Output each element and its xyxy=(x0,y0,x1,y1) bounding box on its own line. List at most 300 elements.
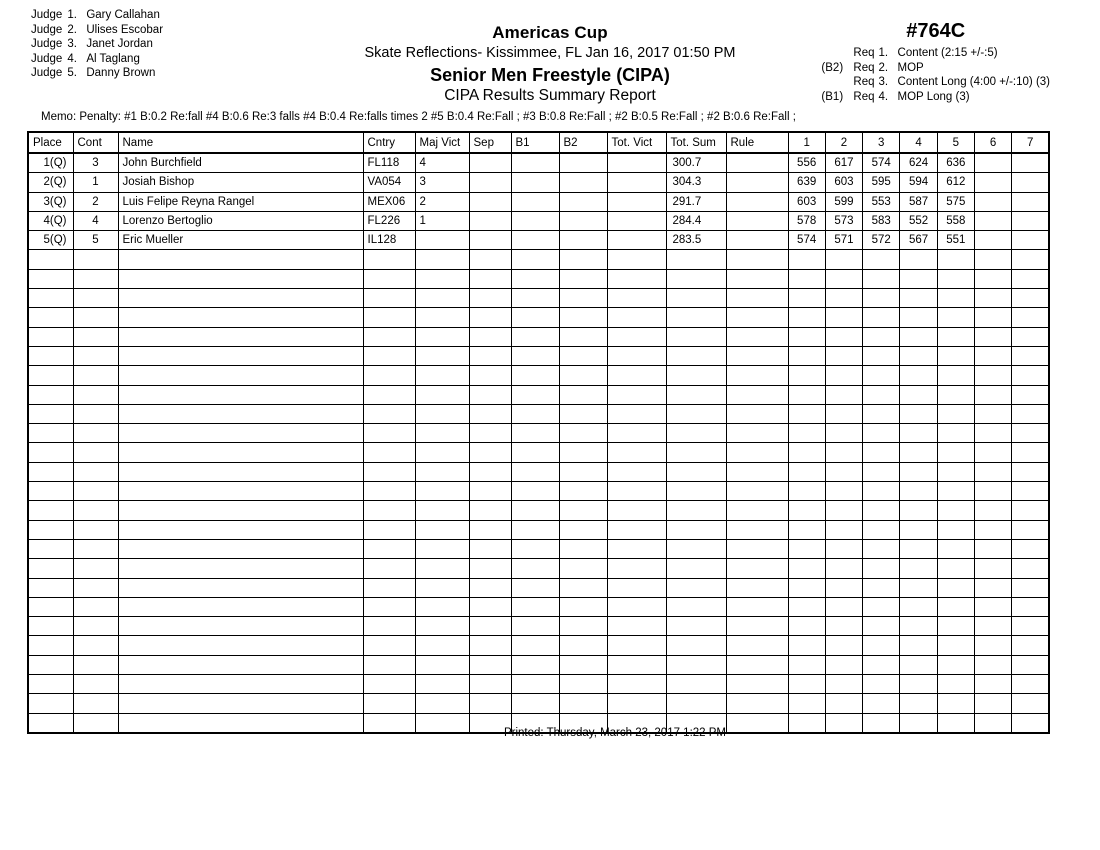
cell-judge-score-4 xyxy=(900,250,937,269)
cell-tot-sum xyxy=(666,250,726,269)
requirement-row xyxy=(821,75,1050,90)
cell-maj-vict xyxy=(415,424,469,443)
cell-judge-score-6 xyxy=(974,404,1011,423)
column-header-name: Name xyxy=(118,132,363,153)
cell-judge-score-3 xyxy=(863,327,900,346)
cell-b2 xyxy=(559,346,607,365)
cell-judge-score-7 xyxy=(1012,597,1049,616)
cell-b2 xyxy=(559,675,607,694)
cell-judge-score-7 xyxy=(1012,327,1049,346)
cell-rule xyxy=(726,385,788,404)
report-header xyxy=(0,0,1100,104)
cell-judge-score-6 xyxy=(974,250,1011,269)
cell-judge-score-4 xyxy=(900,462,937,481)
cell-b2 xyxy=(559,231,607,250)
cell-maj-vict xyxy=(415,231,469,250)
cell-tot-vict xyxy=(607,211,666,230)
cell-tot-sum xyxy=(666,482,726,501)
cell-cntry: FL226 xyxy=(363,211,415,230)
cell-cntry xyxy=(363,501,415,520)
cell-maj-vict: 1 xyxy=(415,211,469,230)
judge-number: 2. xyxy=(67,23,77,36)
cell-b2 xyxy=(559,655,607,674)
cell-cont xyxy=(73,520,118,539)
cell-rule xyxy=(726,462,788,481)
cell-judge-score-5 xyxy=(937,501,974,520)
cell-judge-score-6 xyxy=(974,578,1011,597)
cell-tot-vict xyxy=(607,385,666,404)
cell-cont xyxy=(73,597,118,616)
cell-judge-score-1 xyxy=(788,675,825,694)
cell-b1 xyxy=(511,366,559,385)
cell-judge-score-6 xyxy=(974,443,1011,462)
cell-cont xyxy=(73,539,118,558)
cell-rule xyxy=(726,675,788,694)
requirement-label: Req xyxy=(853,90,875,103)
cell-judge-score-1 xyxy=(788,289,825,308)
cell-judge-score-1 xyxy=(788,250,825,269)
cell-name: Lorenzo Bertoglio xyxy=(118,211,363,230)
cell-place: 4(Q) xyxy=(28,211,73,230)
cell-rule xyxy=(726,617,788,636)
cell-b2 xyxy=(559,308,607,327)
cell-b1 xyxy=(511,694,559,713)
cell-judge-score-1 xyxy=(788,636,825,655)
cell-place xyxy=(28,346,73,365)
table-row xyxy=(28,173,1049,192)
cell-judge-score-6 xyxy=(974,308,1011,327)
cell-b1 xyxy=(511,289,559,308)
cell-judge-score-5 xyxy=(937,578,974,597)
table-row-empty xyxy=(28,346,1049,365)
cell-judge-score-3 xyxy=(863,539,900,558)
cell-tot-vict xyxy=(607,559,666,578)
cell-maj-vict xyxy=(415,366,469,385)
cell-tot-sum xyxy=(666,289,726,308)
cell-judge-score-3 xyxy=(863,597,900,616)
event-number: #764C xyxy=(906,20,966,42)
cell-judge-score-3 xyxy=(863,385,900,404)
cell-maj-vict xyxy=(415,462,469,481)
cell-judge-score-2 xyxy=(825,404,862,423)
cell-judge-score-6 xyxy=(974,289,1011,308)
table-row-empty xyxy=(28,327,1049,346)
cell-tot-sum xyxy=(666,327,726,346)
cell-b1 xyxy=(511,327,559,346)
cell-tot-sum xyxy=(666,424,726,443)
cell-cntry xyxy=(363,269,415,288)
cell-tot-vict xyxy=(607,501,666,520)
column-header-3: 3 xyxy=(863,132,900,153)
cell-judge-score-4 xyxy=(900,501,937,520)
cell-tot-vict xyxy=(607,694,666,713)
column-header-tot-sum: Tot. Sum xyxy=(666,132,726,153)
cell-b1 xyxy=(511,211,559,230)
event-title: Americas Cup xyxy=(492,23,608,42)
cell-judge-score-1 xyxy=(788,385,825,404)
table-header-row xyxy=(28,132,1049,153)
judge-row xyxy=(31,37,163,52)
cell-rule xyxy=(726,520,788,539)
cell-cont xyxy=(73,327,118,346)
cell-name xyxy=(118,308,363,327)
cell-place xyxy=(28,617,73,636)
cell-tot-vict xyxy=(607,231,666,250)
cell-b1 xyxy=(511,559,559,578)
cell-judge-score-4 xyxy=(900,578,937,597)
cell-b2 xyxy=(559,424,607,443)
cell-tot-sum: 283.5 xyxy=(666,231,726,250)
cell-sep xyxy=(469,482,511,501)
cell-place: 2(Q) xyxy=(28,173,73,192)
cell-rule xyxy=(726,597,788,616)
cell-place xyxy=(28,462,73,481)
cell-place xyxy=(28,424,73,443)
cell-sep xyxy=(469,211,511,230)
cell-tot-vict xyxy=(607,346,666,365)
cell-judge-score-2 xyxy=(825,327,862,346)
cell-sep xyxy=(469,289,511,308)
table-header xyxy=(28,132,1049,153)
cell-judge-score-4 xyxy=(900,424,937,443)
results-table xyxy=(27,131,1050,734)
cell-name xyxy=(118,617,363,636)
cell-judge-score-1 xyxy=(788,424,825,443)
column-header-6: 6 xyxy=(974,132,1011,153)
cell-b1 xyxy=(511,192,559,211)
cell-judge-score-6 xyxy=(974,462,1011,481)
cell-maj-vict xyxy=(415,636,469,655)
cell-judge-score-3 xyxy=(863,308,900,327)
cell-rule xyxy=(726,501,788,520)
cell-cont xyxy=(73,501,118,520)
cell-maj-vict xyxy=(415,385,469,404)
cell-sep xyxy=(469,559,511,578)
cell-judge-score-1 xyxy=(788,462,825,481)
cell-cntry xyxy=(363,617,415,636)
cell-name xyxy=(118,366,363,385)
cell-rule xyxy=(726,192,788,211)
cell-b2 xyxy=(559,211,607,230)
cell-tot-sum xyxy=(666,462,726,481)
cell-judge-score-2 xyxy=(825,617,862,636)
cell-cont: 1 xyxy=(73,173,118,192)
cell-name xyxy=(118,462,363,481)
cell-cont xyxy=(73,250,118,269)
cell-judge-score-7 xyxy=(1012,250,1049,269)
cell-judge-score-7 xyxy=(1012,655,1049,674)
report-title: CIPA Results Summary Report xyxy=(444,87,656,104)
cell-sep xyxy=(469,327,511,346)
cell-b2 xyxy=(559,539,607,558)
cell-cntry xyxy=(363,385,415,404)
cell-name xyxy=(118,597,363,616)
cell-sep xyxy=(469,404,511,423)
cell-tot-vict xyxy=(607,578,666,597)
table-row-empty xyxy=(28,443,1049,462)
cell-tot-vict xyxy=(607,655,666,674)
cell-judge-score-5: 551 xyxy=(937,231,974,250)
cell-cont: 2 xyxy=(73,192,118,211)
cell-b1 xyxy=(511,655,559,674)
cell-cont xyxy=(73,443,118,462)
cell-cntry xyxy=(363,424,415,443)
cell-b1 xyxy=(511,153,559,173)
cell-judge-score-3 xyxy=(863,289,900,308)
cell-judge-score-2 xyxy=(825,501,862,520)
cell-judge-score-7 xyxy=(1012,462,1049,481)
judge-number: 5. xyxy=(67,67,77,80)
cell-name xyxy=(118,482,363,501)
cell-place xyxy=(28,539,73,558)
judge-label: Judge xyxy=(31,52,63,65)
cell-cntry xyxy=(363,520,415,539)
cell-judge-score-5 xyxy=(937,597,974,616)
table-row-empty xyxy=(28,424,1049,443)
cell-judge-score-7 xyxy=(1012,617,1049,636)
cell-judge-score-3: 572 xyxy=(863,231,900,250)
requirement-number: 3. xyxy=(878,76,889,89)
cell-name xyxy=(118,346,363,365)
cell-maj-vict: 4 xyxy=(415,153,469,173)
cell-judge-score-3 xyxy=(863,501,900,520)
cell-judge-score-2 xyxy=(825,559,862,578)
cell-judge-score-5: 612 xyxy=(937,173,974,192)
cell-judge-score-7 xyxy=(1012,346,1049,365)
cell-judge-score-3: 583 xyxy=(863,211,900,230)
cell-cntry xyxy=(363,675,415,694)
cell-judge-score-4: 587 xyxy=(900,192,937,211)
column-header-rule: Rule xyxy=(726,132,788,153)
cell-b1 xyxy=(511,636,559,655)
cell-cont xyxy=(73,269,118,288)
cell-name xyxy=(118,694,363,713)
cell-tot-vict xyxy=(607,308,666,327)
cell-b1 xyxy=(511,173,559,192)
cell-b2 xyxy=(559,385,607,404)
judge-name: Danny Brown xyxy=(86,67,156,80)
cell-tot-sum xyxy=(666,636,726,655)
cell-tot-sum xyxy=(666,694,726,713)
cell-judge-score-5 xyxy=(937,289,974,308)
cell-tot-sum: 284.4 xyxy=(666,211,726,230)
cell-judge-score-2 xyxy=(825,578,862,597)
cell-judge-score-1 xyxy=(788,559,825,578)
cell-judge-score-7 xyxy=(1012,520,1049,539)
cell-judge-score-4 xyxy=(900,366,937,385)
cell-judge-score-5 xyxy=(937,443,974,462)
cell-judge-score-4: 624 xyxy=(900,153,937,173)
table-row-empty xyxy=(28,559,1049,578)
table-row-empty xyxy=(28,578,1049,597)
cell-cont xyxy=(73,346,118,365)
cell-cont xyxy=(73,424,118,443)
cell-maj-vict: 2 xyxy=(415,192,469,211)
cell-tot-vict xyxy=(607,327,666,346)
table-row-empty xyxy=(28,289,1049,308)
cell-cntry xyxy=(363,482,415,501)
cell-b2 xyxy=(559,173,607,192)
cell-b1 xyxy=(511,539,559,558)
cell-b2 xyxy=(559,153,607,173)
cell-cont xyxy=(73,617,118,636)
cell-tot-sum xyxy=(666,366,726,385)
cell-judge-score-5 xyxy=(937,655,974,674)
cell-tot-sum: 304.3 xyxy=(666,173,726,192)
column-header-maj-vict: Maj Vict xyxy=(415,132,469,153)
cell-judge-score-2 xyxy=(825,539,862,558)
cell-judge-score-2 xyxy=(825,636,862,655)
cell-b2 xyxy=(559,559,607,578)
cell-sep xyxy=(469,385,511,404)
cell-tot-sum xyxy=(666,443,726,462)
cell-judge-score-3: 553 xyxy=(863,192,900,211)
judge-number: 3. xyxy=(67,38,77,51)
requirement-label: Req xyxy=(853,47,875,59)
cell-b1 xyxy=(511,269,559,288)
cell-maj-vict xyxy=(415,250,469,269)
cell-judge-score-7 xyxy=(1012,559,1049,578)
cell-cntry xyxy=(363,308,415,327)
cell-maj-vict xyxy=(415,346,469,365)
cell-cont: 5 xyxy=(73,231,118,250)
cell-cntry: FL118 xyxy=(363,153,415,173)
cell-cont xyxy=(73,385,118,404)
cell-judge-score-1 xyxy=(788,366,825,385)
cell-b2 xyxy=(559,694,607,713)
cell-cont xyxy=(73,366,118,385)
cell-maj-vict xyxy=(415,327,469,346)
judge-row xyxy=(31,23,163,38)
cell-tot-vict xyxy=(607,482,666,501)
cell-judge-score-2 xyxy=(825,462,862,481)
cell-place xyxy=(28,482,73,501)
cell-judge-score-1 xyxy=(788,327,825,346)
cell-place xyxy=(28,443,73,462)
cell-sep xyxy=(469,153,511,173)
cell-b2 xyxy=(559,617,607,636)
cell-judge-score-3 xyxy=(863,675,900,694)
cell-judge-score-6 xyxy=(974,366,1011,385)
cell-cntry xyxy=(363,404,415,423)
cell-judge-score-5 xyxy=(937,617,974,636)
cell-cont xyxy=(73,308,118,327)
cell-judge-score-4 xyxy=(900,636,937,655)
cell-judge-score-5 xyxy=(937,520,974,539)
cell-tot-vict xyxy=(607,636,666,655)
cell-rule xyxy=(726,153,788,173)
table-row-empty xyxy=(28,269,1049,288)
cell-place xyxy=(28,327,73,346)
cell-judge-score-5 xyxy=(937,404,974,423)
table-row-empty xyxy=(28,539,1049,558)
memo-line: Memo: Penalty: #1 B:0.2 Re:fall #4 B:0.6 Re:3 falls #4 B:0.4 Re:falls times 2 #5 B:0.4 Re:Fall ; #3 B:0.8 Re:Fall ; #2 B:0.5 Re:Fall ; #2 B:0.6 Re:Fall ; xyxy=(41,111,796,123)
cell-cont: 4 xyxy=(73,211,118,230)
cell-tot-sum xyxy=(666,539,726,558)
category-title: Senior Men Freestyle (CIPA) xyxy=(430,65,670,85)
cell-judge-score-4 xyxy=(900,675,937,694)
cell-judge-score-4 xyxy=(900,482,937,501)
cell-maj-vict: 3 xyxy=(415,173,469,192)
cell-tot-sum xyxy=(666,655,726,674)
cell-cntry: IL128 xyxy=(363,231,415,250)
cell-maj-vict xyxy=(415,404,469,423)
cell-sep xyxy=(469,173,511,192)
cell-rule xyxy=(726,366,788,385)
cell-maj-vict xyxy=(415,520,469,539)
cell-judge-score-1 xyxy=(788,520,825,539)
cell-judge-score-2: 617 xyxy=(825,153,862,173)
judge-row xyxy=(31,52,163,67)
cell-cont xyxy=(73,578,118,597)
cell-name: Luis Felipe Reyna Rangel xyxy=(118,192,363,211)
cell-tot-sum xyxy=(666,308,726,327)
cell-judge-score-2 xyxy=(825,655,862,674)
cell-b1 xyxy=(511,385,559,404)
cell-tot-vict xyxy=(607,289,666,308)
cell-place: 3(Q) xyxy=(28,192,73,211)
cell-b2 xyxy=(559,578,607,597)
cell-b2 xyxy=(559,404,607,423)
cell-sep xyxy=(469,636,511,655)
cell-cont xyxy=(73,694,118,713)
event-subtitle: Skate Reflections- Kissimmee, FL Jan 16, 2017 01:50 PM xyxy=(364,45,736,61)
cell-name xyxy=(118,443,363,462)
cell-sep xyxy=(469,520,511,539)
cell-b1 xyxy=(511,675,559,694)
cell-place: 1(Q) xyxy=(28,153,73,173)
cell-cntry: MEX06 xyxy=(363,192,415,211)
cell-place xyxy=(28,250,73,269)
cell-cont xyxy=(73,559,118,578)
cell-maj-vict xyxy=(415,501,469,520)
judge-name: Gary Callahan xyxy=(86,9,160,21)
cell-name xyxy=(118,269,363,288)
cell-b1 xyxy=(511,578,559,597)
cell-place xyxy=(28,269,73,288)
cell-sep xyxy=(469,617,511,636)
cell-tot-vict xyxy=(607,269,666,288)
table-row xyxy=(28,211,1049,230)
cell-judge-score-3 xyxy=(863,520,900,539)
cell-tot-vict xyxy=(607,617,666,636)
cell-b1 xyxy=(511,597,559,616)
cell-sep xyxy=(469,694,511,713)
cell-judge-score-5 xyxy=(937,694,974,713)
cell-b1 xyxy=(511,462,559,481)
cell-judge-score-5 xyxy=(937,424,974,443)
cell-judge-score-3: 574 xyxy=(863,153,900,173)
table-row-empty xyxy=(28,462,1049,481)
table-body xyxy=(28,153,1049,733)
cell-rule xyxy=(726,694,788,713)
cell-judge-score-6 xyxy=(974,617,1011,636)
cell-judge-score-7 xyxy=(1012,289,1049,308)
cell-b2 xyxy=(559,443,607,462)
cell-b1 xyxy=(511,443,559,462)
cell-tot-vict xyxy=(607,675,666,694)
cell-judge-score-3 xyxy=(863,366,900,385)
cell-judge-score-5 xyxy=(937,482,974,501)
requirement-number: 4. xyxy=(878,90,889,103)
cell-cont xyxy=(73,482,118,501)
requirement-row xyxy=(821,61,1050,76)
cell-name xyxy=(118,250,363,269)
cell-judge-score-4 xyxy=(900,404,937,423)
cell-sep xyxy=(469,308,511,327)
cell-place xyxy=(28,578,73,597)
cell-rule xyxy=(726,173,788,192)
